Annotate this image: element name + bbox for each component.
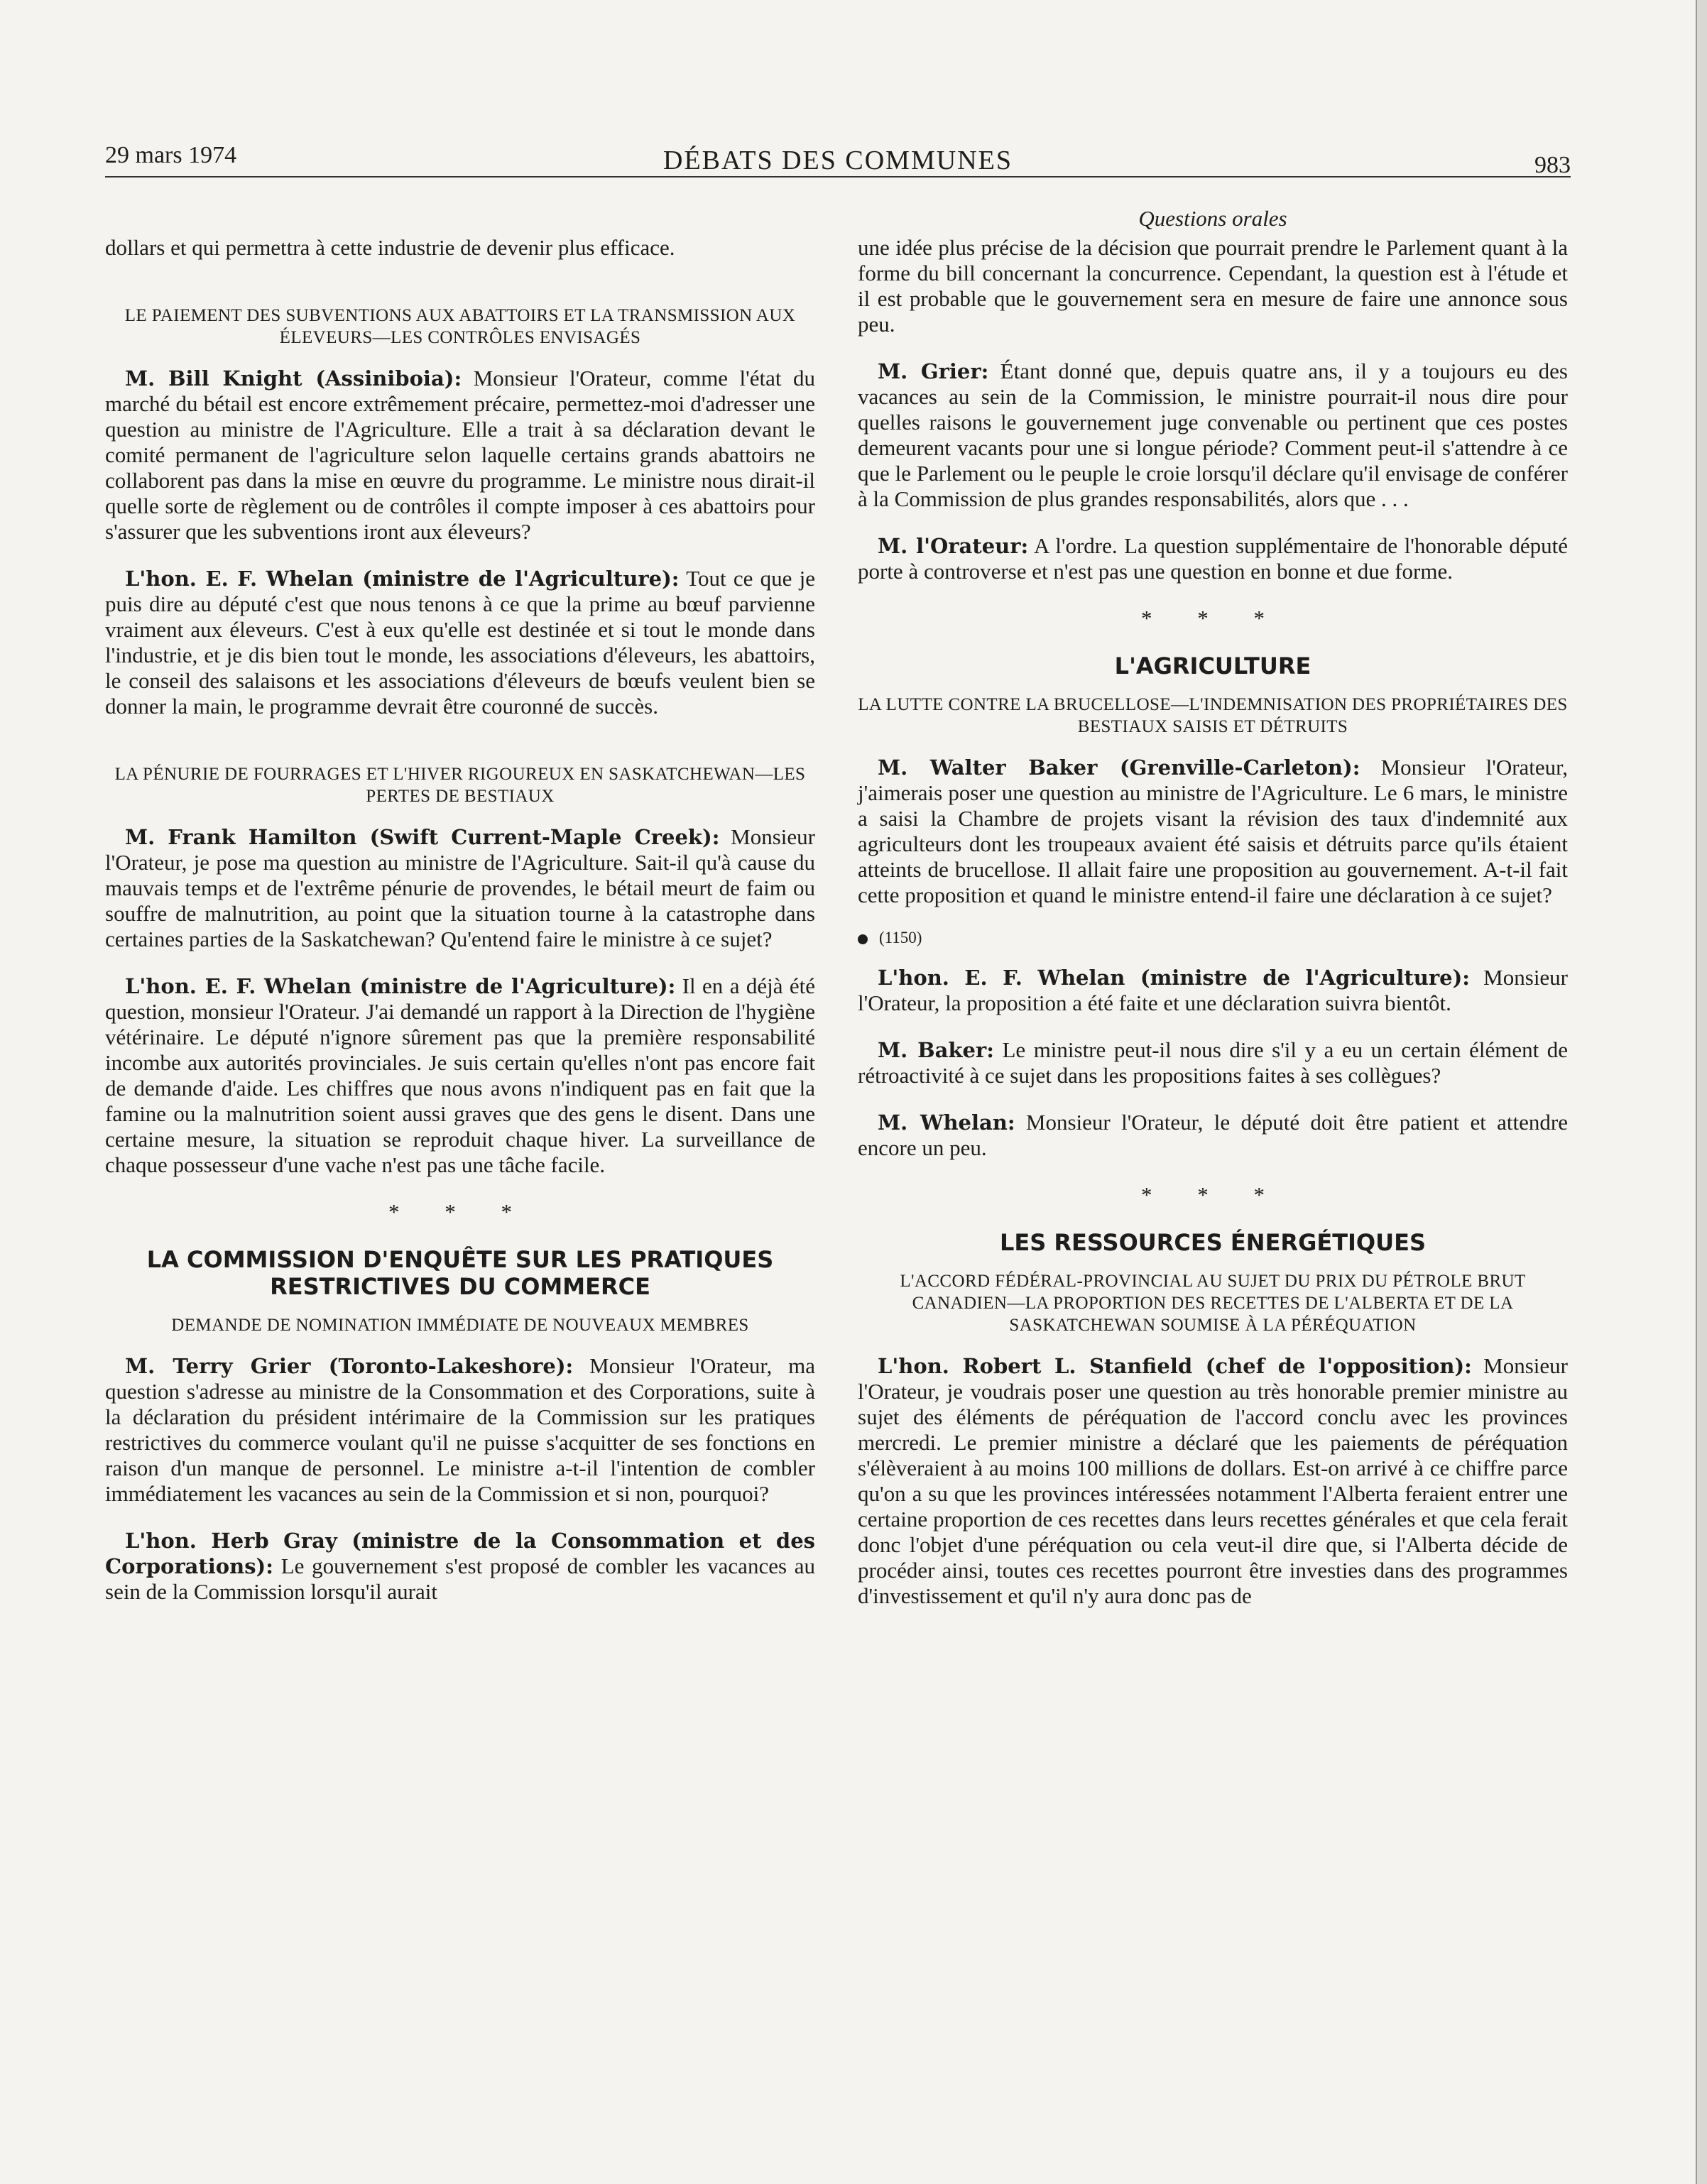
speaker-name: M. Whelan: (878, 1110, 1015, 1135)
section-heading-commission: LA COMMISSION D'ENQUÊTE SUR LES PRATIQUES RESTRICTIVES DU COMMERCE (146, 1246, 774, 1300)
section-separator: * * * (1141, 1182, 1285, 1207)
speaker-name: L'hon. Herb Gray (ministre de la Consommation et des Corporations): (105, 1529, 815, 1578)
statement-text: Monsieur l'Orateur, ma question s'adresse au ministre de la Consommation et des Corporations, suite à la déclaration du président intérimaire de la Commission sur les pratiques restrictives du commerce voulant qu'il ne puisse s'acquitter de ses fonctions en raison d'un manque de personnel. Le ministre a-t-il l'intention de combler immédiatement les vacances au sein de la Commission et si non, pourquoi? (105, 1353, 815, 1506)
statement-grier-2 (858, 359, 1568, 512)
speaker-name: L'hon. Robert L. Stanfield (chef de l'opposition): (878, 1354, 1472, 1378)
subheading-petrole: L'ACCORD FÉDÉRAL-PROVINCIAL AU SUJET DU PRIX DU PÉTROLE BRUT CANADIEN—LA PROPORTION DES RECETTES DE L'ALBERTA ET DE LA SASKATCHEWAN SOUMISE À LA PÉRÉQUATION (900, 1272, 1526, 1335)
header-title: DÉBATS DES COMMUNES (663, 146, 1013, 175)
speaker-name: M. Bill Knight (Assiniboia): (125, 366, 462, 391)
statement-text: Monsieur l'Orateur, je voudrais poser une question au très honorable premier ministre au sujet des éléments de péréquation de l'accord conclu avec les provinces mercredi. Le premier ministre a déclaré que les paiements de péréquation s'élèveraient à au moins 100 millions de dollars. Est-on arrivé à ce chiffre parce qu'on a su que les provinces intéressées notamment l'Alberta feraient entrer une certaine proportion de ces recettes dans leurs recettes générales et que cela ferait donc l'objet d'une péréquation ou cela veut-il dire que, si l'Alberta décide de procéder ainsi, toutes ces recettes pourront être investies dans des programmes d'investissement et qu'il n'y aura donc pas de (858, 1353, 1568, 1608)
statement-text: Monsieur l'Orateur, le député doit être patient et attendre encore un peu. (858, 1110, 1568, 1160)
page-header (105, 142, 1571, 176)
speaker-name: L'hon. E. F. Whelan (ministre de l'Agriculture): (125, 567, 680, 591)
statement-text: Monsieur l'Orateur, la proposition a été faite et une déclaration suivra bientôt. (858, 965, 1569, 1015)
statement-baker (858, 755, 1568, 908)
section-heading-energie: LES RESSOURCES ÉNERGÉTIQUES (999, 1229, 1427, 1256)
header-rule (105, 176, 1571, 178)
statement-stanfield (858, 1353, 1568, 1609)
time-stamp-text: (1150) (879, 929, 922, 946)
statement-text: Tout ce que je puis dire au député c'est que nous tenons à ce que la prime au bœuf parvienne vraiment aux éleveurs. C'est à eux qu'elle est destinée et si tout le monde dans l'industrie, et je dis bien tout le monde, les associations d'éleveurs, les abattoirs, le conseil des salaisons et les associations d'éleveurs de bœufs veulent bien se donner la main, le programme devrait être couronné de succès. (105, 566, 816, 719)
continued-paragraph: une idée plus précise de la décision que pourrait prendre le Parlement quant à la forme du bill concernant la concurrence. Cependant, la question est à l'étude et il est probable que le gouvernement sera en mesure de faire une annonce sous peu. (858, 235, 1568, 337)
statement-whelan-1 (105, 566, 815, 719)
scan-edge (1696, 0, 1707, 2184)
statement-grier (105, 1353, 815, 1507)
speaker-name: M. Grier: (878, 359, 989, 383)
time-stamp (858, 925, 1568, 951)
statement-text: Le ministre peut-il nous dire s'il y a eu un certain élément de rétroactivité à ce sujet dans les propositions faites à ses collègues? (858, 1037, 1568, 1088)
left-column (105, 235, 815, 1626)
speaker-name: L'hon. E. F. Whelan (ministre de l'Agriculture): (878, 966, 1471, 990)
speaker-name: L'hon. E. F. Whelan (ministre de l'Agriculture): (125, 974, 676, 998)
bullet-icon (858, 934, 868, 944)
statement-text: Monsieur l'Orateur, comme l'état du marché du bétail est encore extrêmement précaire, permettez-moi d'adresser une question au ministre de l'Agriculture. Elle a trait à sa déclaration devant le comité permanent de l'agriculture selon laquelle certains grands abattoirs ne collaborent pas dans la mise en œuvre du programme. Le ministre nous dirait-il quelle sorte de règlement ou de contrôles il compte imposer à ces abattoirs pour s'assurer que les subventions iront aux éleveurs? (105, 366, 815, 544)
statement-hamilton (105, 824, 815, 952)
header-date: 29 mars 1974 (105, 142, 237, 168)
statement-text: Monsieur l'Orateur, je pose ma question au ministre de l'Agriculture. Sait-il qu'à cause du mauvais temps et de l'extrême pénurie de provendes, le bétail meurt de faim ou souffre de malnutrition, au point que la situation tourne à la catastrophe dans certaines parties de la Saskatchewan? Qu'entend faire le ministre à ce sujet? (105, 824, 816, 951)
statement-text: Il en a déjà été question, monsieur l'Orateur. J'ai demandé un rapport à la Direction de l'hygiène vétérinaire. Le député n'ignore sûrement pas que la première responsabilité incombe aux autorités provinciales. Je suis certain qu'elles n'ont pas encore fait de demande d'aide. Les chiffres que nous avons n'indiquent pas en fait que la famine ou la malnutrition soient aussi graves que des gens le disent. Dans une certaine mesure, la situation se reproduit chaque hiver. La surveillance de chaque possesseur d'une vache n'est pas une tâche facile. (105, 973, 815, 1177)
running-head: Questions orales (1138, 206, 1287, 231)
section-separator: * * * (1141, 606, 1285, 630)
section-heading-agriculture: L'AGRICULTURE (1114, 653, 1311, 679)
section-separator: * * * (388, 1199, 532, 1224)
subheading-fourrages: LA PÉNURIE DE FOURRAGES ET L'HIVER RIGOUREUX EN SASKATCHEWAN—LES PERTES DE BESTIAUX (114, 765, 806, 806)
statement-text: Le gouvernement s'est proposé de combler les vacances au sein de la Commission lorsqu'il aurait (105, 1554, 815, 1604)
page-number: 983 (1534, 152, 1571, 178)
speaker-name: M. Walter Baker (Grenville-Carleton): (878, 755, 1360, 780)
statement-whelan-4 (858, 1110, 1568, 1161)
speaker-name: M. Frank Hamilton (Swift Current-Maple Creek): (125, 825, 720, 849)
speaker-name: M. Baker: (878, 1038, 994, 1062)
statement-whelan-3 (858, 965, 1568, 1016)
statement-text: Étant donné que, depuis quatre ans, il y a toujours eu des vacances au sein de la Commission, le ministre pourrait-il nous dire pour quelles raisons le gouvernement juge convenable ou pertinent que ces postes demeurent vacants pour une si longue période? Comment peut-il s'attendre à ce que le Parlement ou le peuple le croie lorsqu'il déclare qu'il envisage de conférer à la Commission de plus grandes responsabilités, alors que . . . (858, 359, 1568, 511)
statement-baker-2 (858, 1037, 1568, 1088)
speaker-name: M. l'Orateur: (878, 534, 1029, 558)
speaker-name: M. Terry Grier (Toronto-Lakeshore): (125, 1354, 574, 1378)
statement-gray (105, 1528, 815, 1605)
subheading-brucellose: LA LUTTE CONTRE LA BRUCELLOSE—L'INDEMNISATION DES PROPRIÉTAIRES DES BESTIAUX SAISIS ET DÉTRUITS (858, 695, 1568, 736)
statement-whelan-2 (105, 973, 815, 1178)
subheading-subventions: LE PAIEMENT DES SUBVENTIONS AUX ABATTOIRS ET LA TRANSMISSION AUX ÉLEVEURS—LES CONTRÔLES ENVISAGÉS (124, 306, 796, 347)
continued-paragraph: dollars et qui permettra à cette industrie de devenir plus efficace. (105, 235, 675, 260)
statement-text: Monsieur l'Orateur, j'aimerais poser une question au ministre de l'Agriculture. Le 6 mars, le ministre a saisi la Chambre de projets visant la révision des taux d'indemnité aux agriculteurs dont les troupeaux avaient été saisis et détruits parce qu'ils étaient atteints de brucellose. Il allait faire une proposition au gouvernement. A-t-il fait cette proposition et quand le ministre entend-il faire une déclaration à ce sujet? (858, 755, 1568, 907)
statement-knight (105, 366, 815, 545)
statement-text: A l'ordre. La question supplémentaire de l'honorable député porte à controverse et n'est pas une question en bonne et due forme. (858, 533, 1569, 584)
subheading-nomination: DEMANDE DE NOMINATION IMMÉDIATE DE NOUVEAUX MEMBRES (171, 1316, 749, 1335)
right-column (858, 235, 1568, 1630)
statement-orateur (858, 533, 1568, 584)
